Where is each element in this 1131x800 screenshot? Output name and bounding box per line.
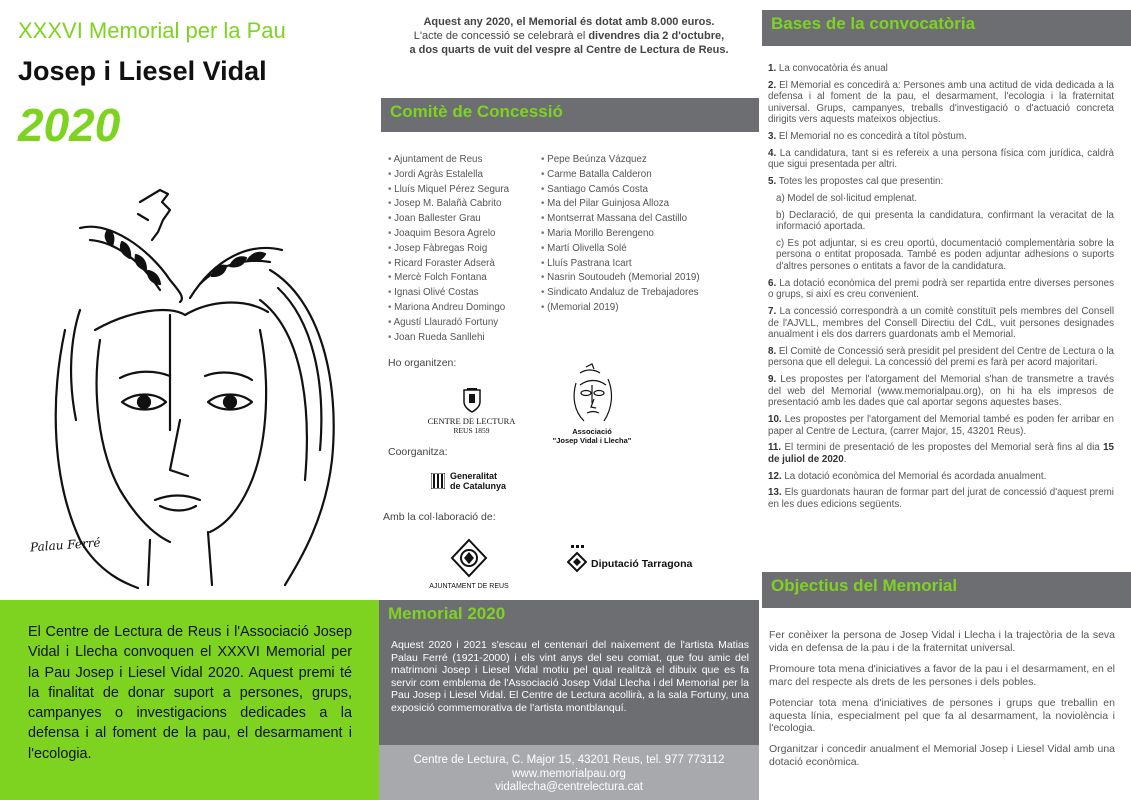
bases-item [768,193,1114,205]
bases-item-text: c) Es pot adjuntar, si es creu oportú, documentació complementària sobre la persona o entitat proposada. També es poden adjuntar adhesions o suports d'altres persones o entitats a favor de la candidatura. [776,237,1114,272]
bases-item [768,210,1114,233]
bases-item [768,278,1114,301]
committee-member: • Joaquim Besora Agrelo [388,227,509,242]
committee-member: • Carme Batalla Calderon [541,168,700,183]
bases-item-text: El termini de presentació de les propostes del Memorial serà fins al dia [784,442,1104,454]
intro-panel [0,600,379,800]
bases-item-number: 2. [768,79,777,91]
title-year: 2020 [18,99,121,151]
committee-member: • Montserrat Massana del Castillo [541,212,700,227]
committee-member: • Agustí Llauradó Fortuny [388,316,509,331]
bases-item-after: . [843,453,847,465]
bases-item [768,442,1114,465]
bases-item [768,306,1114,341]
bases-item-number: 9. [768,374,777,386]
centre-lectura-logo [424,388,519,435]
ajuntament-reus-logo [419,538,519,591]
associacio-line-1: Associació [572,427,612,436]
generalitat-line-1: Generalitat [450,471,498,481]
bases-item-number: 10. [768,413,782,425]
committee-member: • Ignasi Olivé Costas [388,286,509,301]
bases-item [768,176,1114,188]
bases-item-text: La candidatura, tant si es refereix a una persona física com jurídica, caldrà que sigui presentada per altri. [768,147,1114,171]
right-column [759,0,1131,800]
contact-info [379,754,759,795]
bases-item-number: 7. [768,305,777,317]
collaboration-label: Amb la col·laboració de: [383,511,496,523]
committee-member: • Jordi Agràs Estalella [388,168,509,183]
announcement-line-1: Aquest any 2020, el Memorial és dotat amb 8.000 euros. [423,16,715,28]
memorial-text: Aquest 2020 i 2021 s'escau el centenari del naixement de l'artista Matias Palau Ferré (1921-2000) i els vint anys del seu comiat, que fou amic del matrimoni Josep i Liesel Vidal motiu pel qual realitzà el dibuix que es fa servir com emblema de l'Associació Josep Vidal Llecha i del Memorial per la Pau Josep i Liesel Vidal. El Centre de Lectura acollirà, a la sala Fortuny, una exposició commemorativa de l'artista montblanquí. [391,639,749,714]
committee-member: • (Memorial 2019) [541,301,700,316]
bases-title: Bases de la convocatòria [771,14,976,33]
bases-item-text: La concessió correspondrà a un comitè constituït pels membres del Consell de l'AJVLL, membres del Consell Directiu del CdL, vuit persones designades anualment i els dos darrers guardonats amb el Memorial. [768,305,1114,341]
committee-member: • Josep Fàbregas Roig [388,242,509,257]
bases-item-text: La convocatòria és anual [778,63,888,74]
bases-item [768,238,1114,273]
bases-item-number: 5. [768,176,777,188]
bases-item-number: 8. [768,345,777,357]
announcement-date: divendres dia 2 d'octubre, [588,30,725,42]
committee-member: • Pepe Beúnza Vázquez [541,153,700,168]
committee-member: • Lluís Miquel Pérez Segura [388,183,509,198]
announcement-line-2 [379,29,759,43]
committee-member: • Josep M. Balañà Cabrito [388,197,509,212]
committee-member: • Sindicato Andaluz de Trebajadores [541,286,700,301]
ajuntament-reus-name: AJUNTAMENT DE REUS [429,583,509,590]
committee-header [381,98,759,132]
diputacio-name: Diputació Tarragona [591,558,693,570]
shield-icon [461,388,483,414]
bases-item-text: Totes les propostes cal que presentin: [778,176,944,188]
bases-list [768,63,1114,516]
bases-item-text: La dotació econòmica del Memorial és acordada anualment. [784,470,1047,482]
bases-item-text: b) Declaració, de qui presenta la candidatura, confirmant la veracitat de la informació aportada. [776,209,1114,233]
committee-member: • Lluís Pastrana Icart [541,257,700,272]
title-line-1: XXXVI Memorial per la Pau [18,18,286,43]
announcement-line-2-text: L'acte de concessió se celebrarà el [413,30,589,42]
bases-item-number: 12. [768,470,782,482]
committee-member: • Mariona Andreu Domingo [388,301,509,316]
bases-item-number: 3. [768,131,777,143]
bases-item-text: Les propostes per l'atorgament del Memorial també es poden fer arribar en paper al Centre de Lectura, (carrer Major, 15, 43201 Reus). [768,413,1114,437]
reus-emblem-icon [449,538,489,578]
objectives-header [762,572,1131,608]
bases-item [768,374,1114,409]
generalitat-line-2: de Catalunya [450,481,507,491]
portrait-drawing [20,180,360,590]
bases-item-number: 13. [768,487,782,499]
committee-member: • Nasrin Soutoudeh (Memorial 2019) [541,271,700,286]
objective-item: Fer conèixer la persona de Josep Vidal i Llecha i la trajectòria de la seva vida en defensa de la pau i de la fraternitat universal. [769,629,1115,654]
contact-email-link[interactable]: vidallecha@centrelectura.cat [495,781,643,793]
bases-item [768,63,1114,75]
bases-item-text: La dotació econòmica del premi podrà ser repartida entre diverses persones o grups, si així es creu convenient. [768,277,1114,301]
memorial-title: Memorial 2020 [388,604,506,623]
title-line-2: Josep i Liesel Vidal [18,56,267,86]
front-cover [0,0,379,800]
committee-member: • Martí Olivella Solé [541,242,700,257]
associacio-logo [542,363,642,445]
committee-member: • Ajuntament de Reus [388,153,509,168]
bases-item-text: El Memorial no es concedirà a títol pòstum. [778,131,967,143]
objective-item: Organitzar i concedir anualment el Memorial Josep i Liesel Vidal amb una dotació econòmica. [769,743,1115,769]
bases-item-text: Els guardonats hauran de formar part del jurat de concessió d'aquest premi en les dues edicions següents. [768,487,1114,510]
bases-item [768,346,1114,369]
bases-item [768,487,1114,510]
bases-item [768,131,1114,143]
bases-item-text: Les propostes per l'atorgament del Memorial s'han de transmetre a través del web del Memorial (www.memorialpau.org), on hi ha els impresos de presentació amb les dades que cal aportar segons aquestes bases. [768,374,1114,409]
bases-item-number: 4. [768,147,777,159]
organizers-label: Ho organitzen: [388,357,457,369]
committee-list-left [388,153,509,345]
contact-panel [379,745,759,800]
committee-title: Comitè de Concessió [390,102,563,121]
diputacio-emblem-icon [567,545,587,573]
centre-lectura-sub: REUS 1859 [453,426,490,435]
artist-signature: Palau Ferré [29,535,101,555]
objectives-title: Objectius del Memorial [771,576,958,595]
committee-member: • Mercè Folch Fontana [388,271,509,286]
committee-member: • Joan Ballester Grau [388,212,509,227]
objective-item: Promoure tota mena d'iniciatives a favor de la pau i el desarmament, en el marc del respecte als drets de les persones i dels pobles. [769,662,1115,688]
bases-item [768,80,1114,126]
bases-item-deadline: 15 de juliol de 2020 [768,442,1114,465]
bases-item [768,148,1114,171]
portrait-mini-icon [566,363,618,425]
associacio-line-2: "Josep Vidal i Llecha" [552,436,632,445]
announcement [379,15,759,57]
objectives-list [769,629,1115,777]
committee-list-right [541,153,700,316]
committee-member: • Ricard Foraster Adserà [388,257,509,272]
bases-item-text: a) Model de sol·licitud emplenat. [776,192,918,204]
committee-member: • Ma del Pilar Guinjosa Alloza [541,197,700,212]
bases-item [768,471,1114,483]
committee-member: • Joan Rueda Sanllehi [388,331,509,346]
contact-web-link[interactable]: www.memorialpau.org [512,767,626,780]
middle-column [379,0,759,800]
contact-address: Centre de Lectura, C. Major 15, 43201 Reus, tel. 977 773112 [413,754,725,766]
committee-member: • Santiago Camós Costa [541,183,700,198]
bases-item-number: 11. [768,442,782,454]
announcement-line-3: a dos quarts de vuit del vespre al Centre de Lectura de Reus. [409,44,729,56]
centre-lectura-name: CENTRE DE LECTURA [427,416,516,426]
memorial-panel [379,600,759,745]
bases-item [768,414,1114,437]
bases-item-number: 1. [768,63,777,74]
committee-member: • Maria Morillo Berengeno [541,227,700,242]
intro-text: El Centre de Lectura de Reus i l'Associació Josep Vidal i Llecha convoquen el XXXVI Memorial per la Pau Josep i Liesel Vidal 2020. Aquest premi té la finalitat de donar suport a persones, grups, campanyes o investigacions dedicades a la defensa i al foment de la pau, el desarmament i l'ecologia. [28,624,352,762]
bases-header [762,10,1131,46]
senyera-icon [431,473,445,489]
bases-item-text: El Comitè de Concessió serà presidit pel president del Centre de Lectura o la persona que ell delegui. La concessió del premi es farà per acord majoritari. [768,345,1114,369]
objective-item: Potenciar tota mena d'iniciatives de persones i grups que treballin en aquesta línia, especialment pel que fa al desarmament, la noviolència i l'ecologia. [769,696,1115,735]
bases-item-number: 6. [768,277,777,289]
bases-item-text: El Memorial es concedirà a: Persones amb una actitud de vida dedicada a la defensa i al foment de la pau, el desarmament, l'ecologia i la fraternitat universal. Grups, campanyes, treballs d'investigació o d'actuació concreta dirigits vers aquests mateixos objectius. [768,79,1114,126]
coorganizer-label: Coorganitza: [388,446,448,458]
